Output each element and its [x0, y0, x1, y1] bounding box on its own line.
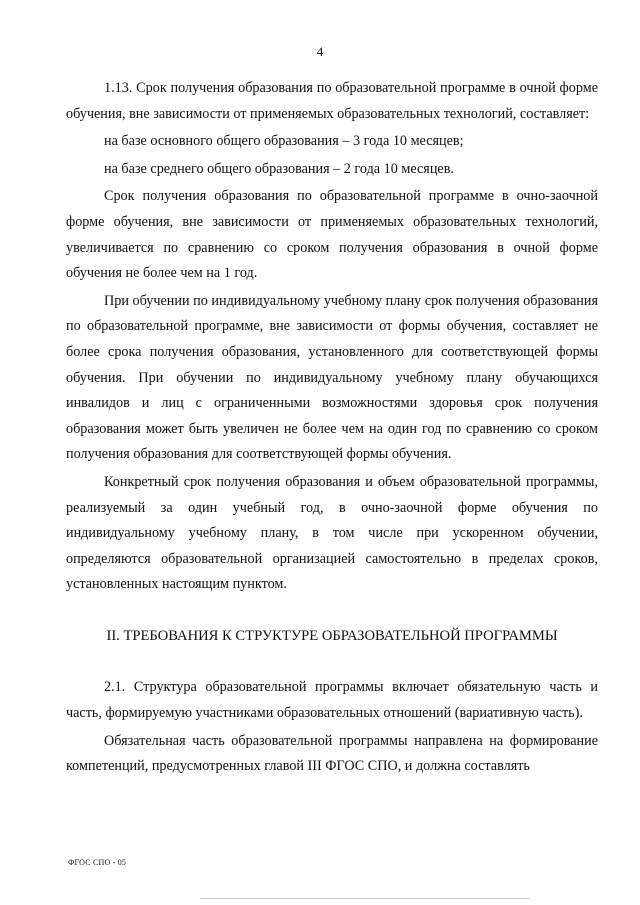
page-number: 4 — [316, 44, 324, 59]
section-heading: II. ТРЕБОВАНИЯ К СТРУКТУРЕ ОБРАЗОВАТЕЛЬНОЙ ПРОГРАММЫ — [106, 627, 558, 644]
scan-edge-line — [200, 898, 530, 899]
paragraph-specific-term: Конкретный срок получения образования и объем образовательной программы, реализуемый за один учебный год, в очно-заочной форме обучения по индивидуальному учебному плану, в том числе при ускоренном обучении, определяются образовательной организацией самостоятельно в пределах сроков, установленных настоящим пунктом. — [66, 473, 598, 593]
document-body — [66, 76, 598, 780]
paragraph-1-13: 1.13. Срок получения образования по образовательной программе в очной форме обучения, вне зависимости от применяемых образовательных технологий, составляет: — [66, 80, 598, 122]
paragraph-basic-education-term: на базе основного общего образования – 3 года 10 месяцев; — [104, 133, 464, 150]
paragraph-mandatory-part: Обязательная часть образовательной программы направлена на формирование компетенций, предусмотренных главой III ФГОС СПО, и должна составлять — [66, 732, 598, 775]
paragraph-2-1: 2.1. Структура образовательной программы включает обязательную часть и часть, формируемую участниками образовательных отношений (вариативную часть). — [66, 679, 598, 722]
paragraph-part-time-term: Срок получения образования по образовательной программе в очно-заочной форме обучения, вне зависимости от применяемых образовательных технологий, увеличивается по сравнению со сроком получения образования в очной форме обучения не более чем на 1 год. — [66, 188, 598, 282]
footer-label: ФГОС СПО - 05 — [68, 858, 127, 867]
paragraph-secondary-education-term: на базе среднего общего образования – 2 года 10 месяцев. — [104, 160, 454, 177]
paragraph-individual-plan: При обучении по индивидуальному учебному плану срок получения образования по образовательной программе, вне зависимости от формы обучения, составляет не более срока получения образования, установленного для соответствующей формы обучения. При обучении по индивидуальному учебному плану обучающихся инвалидов и лиц с ограниченными возможностями здоровья срок получения образования может быть увеличен не более чем на один год по сравнению со сроком получения образования для соответствующей формы обучения. — [66, 292, 598, 463]
